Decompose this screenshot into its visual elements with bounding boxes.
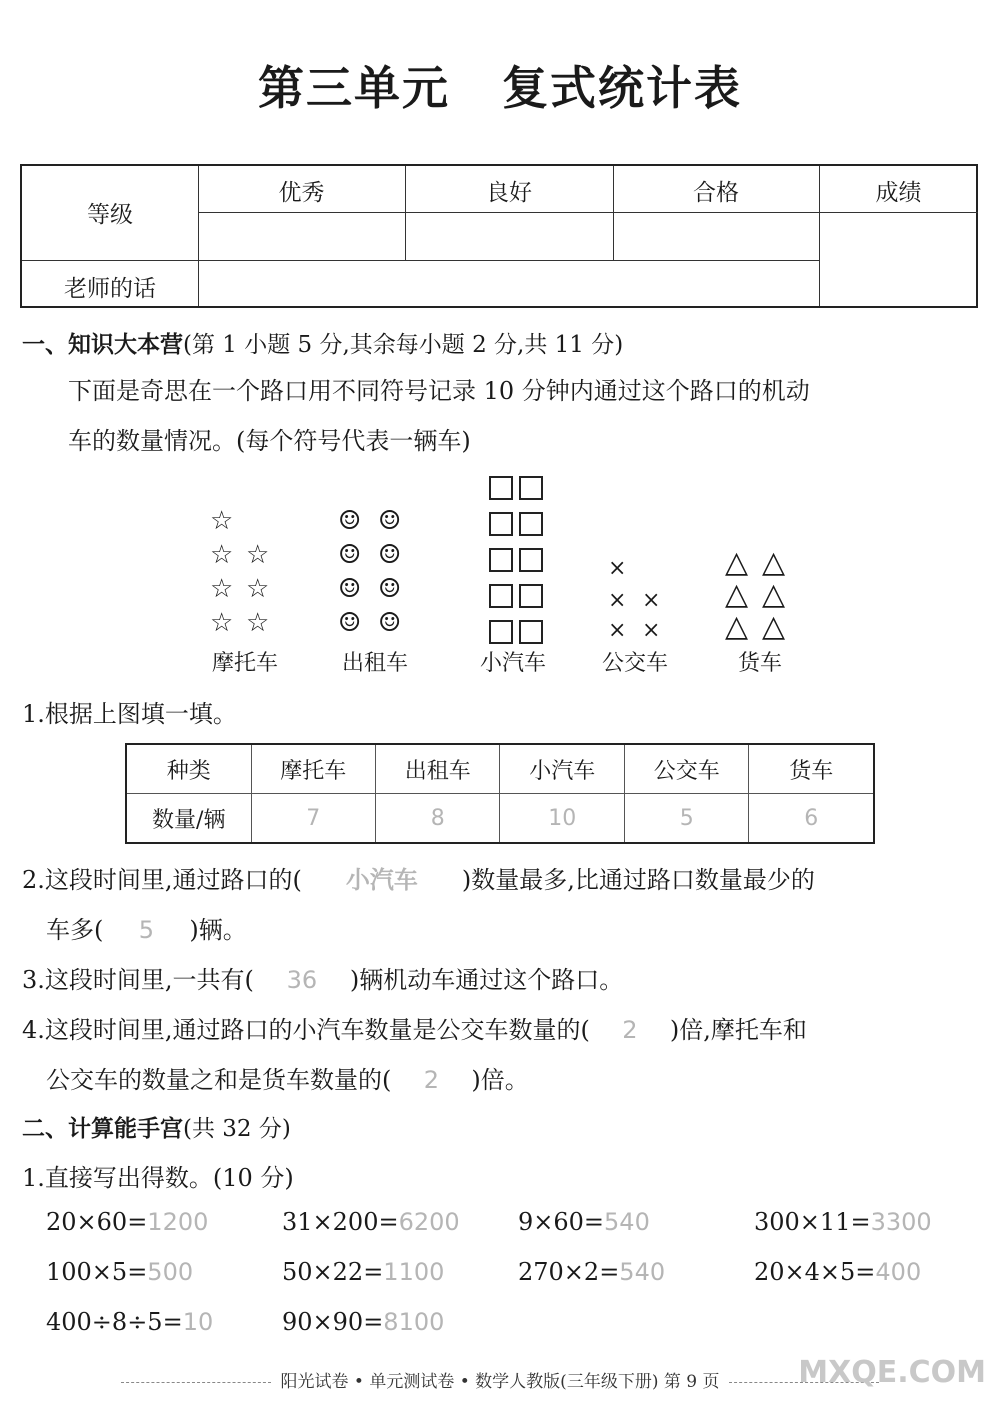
label-motorbike: 摩托车 — [211, 651, 278, 676]
calc-item: 400÷8÷5=10 — [46, 1308, 214, 1336]
table-row — [126, 794, 874, 844]
calc-item: 20×60=1200 — [46, 1208, 209, 1236]
page-title — [0, 52, 1000, 118]
question-3: 3.这段时间里,一共有( 36 )辆机动车通过这个路口。 — [22, 966, 624, 994]
calc-item: 270×2=540 — [518, 1258, 666, 1286]
square-icon — [519, 476, 543, 500]
level-label: 等级 — [87, 202, 133, 228]
triangle-icon: △ — [725, 545, 749, 580]
label-car: 小汽车 — [479, 651, 546, 676]
answer-cell: 8 — [375, 794, 499, 844]
smile-icon: ☺ — [338, 574, 362, 604]
table-row — [126, 744, 874, 794]
smile-icon: ☺ — [338, 608, 362, 638]
unit-title: 第三单元 — [258, 61, 450, 115]
question-1: 1.根据上图填一填。 — [22, 700, 237, 728]
triangle-icon: △ — [725, 609, 749, 644]
label-bus: 公交车 — [601, 651, 668, 676]
question-2-cont: 车多( 5 )辆。 — [46, 916, 247, 944]
smile-icon: ☺ — [338, 540, 362, 570]
question-2: 2.这段时间里,通过路口的( 小汽车 )数量最多,比通过路口数量最少的 — [22, 860, 815, 895]
triangle-icon: △ — [762, 609, 786, 644]
square-icon — [519, 548, 543, 572]
watermark: MXQE.COM — [798, 1355, 986, 1390]
cross-icon: × — [608, 556, 627, 581]
triangle-icon: △ — [725, 577, 749, 612]
star-icon: ☆ — [210, 608, 234, 638]
data-table — [125, 743, 875, 844]
answer-blank: 2 — [622, 1016, 638, 1044]
table-row-label: 数量/辆 — [126, 794, 251, 844]
cross-icon: × — [642, 618, 661, 643]
answer-cell: 5 — [624, 794, 748, 844]
cross-icon: × — [642, 588, 661, 613]
calc-title: 1.直接写出得数。(10 分) — [22, 1164, 294, 1192]
star-icon: ☆ — [246, 574, 270, 604]
star-icon: ☆ — [210, 540, 234, 570]
answer-cell: 10 — [500, 794, 624, 844]
answer-cell: 7 — [251, 794, 375, 844]
cross-icon: × — [608, 618, 627, 643]
table-header: 货车 — [749, 744, 874, 794]
table-header: 种类 — [126, 744, 251, 794]
label-taxi: 出租车 — [341, 651, 408, 676]
section1-heading: 一、知识大本营(第 1 小题 5 分,其余每小题 2 分,共 11 分) — [22, 332, 624, 358]
square-column — [486, 476, 546, 656]
intro-line2: 车的数量情况。(每个符号代表一辆车) — [68, 427, 471, 455]
level-excellent: 优秀 — [278, 180, 325, 206]
calc-item: 31×200=6200 — [282, 1208, 460, 1236]
calc-item: 50×22=1100 — [282, 1258, 445, 1286]
footer-text: 阳光试卷 • 单元测试卷 • 数学人教版(三年级下册) 第 9 页 — [280, 1372, 720, 1392]
smile-icon: ☺ — [378, 506, 402, 536]
answer-blank: 小汽车 — [345, 866, 418, 894]
score-label: 成绩 — [875, 180, 922, 206]
square-icon — [519, 620, 543, 644]
teacher-comment-label: 老师的话 — [64, 276, 156, 302]
smile-icon: ☺ — [378, 608, 402, 638]
star-icon: ☆ — [210, 506, 234, 536]
answer-cell: 6 — [749, 794, 874, 844]
label-truck: 货车 — [737, 651, 782, 676]
table-header: 摩托车 — [251, 744, 375, 794]
smile-icon: ☺ — [378, 540, 402, 570]
answer-blank: 2 — [423, 1066, 440, 1094]
table-header: 出租车 — [375, 744, 499, 794]
section2-heading: 二、计算能手宫(共 32 分) — [22, 1116, 291, 1142]
topic-title: 复式统计表 — [502, 61, 742, 115]
triangle-icon: △ — [762, 545, 786, 580]
square-icon — [519, 584, 543, 608]
calc-item: 300×11=3300 — [754, 1208, 932, 1236]
triangle-icon: △ — [762, 577, 786, 612]
grade-table — [20, 164, 978, 308]
question-4-cont: 公交车的数量之和是货车数量的( 2 )倍。 — [46, 1066, 529, 1094]
square-icon — [519, 512, 543, 536]
answer-blank: 5 — [138, 916, 155, 944]
level-pass: 合格 — [693, 180, 739, 206]
answer-blank: 36 — [286, 966, 318, 994]
smile-icon: ☺ — [338, 506, 362, 536]
calc-item: 90×90=8100 — [282, 1308, 445, 1336]
level-good: 良好 — [486, 180, 532, 206]
square-icon — [489, 512, 513, 536]
calc-item: 9×60=540 — [518, 1208, 650, 1236]
square-icon — [489, 620, 513, 644]
table-header: 公交车 — [624, 744, 748, 794]
star-icon: ☆ — [210, 574, 234, 604]
square-icon — [489, 584, 513, 608]
intro-line1: 下面是奇思在一个路口用不同符号记录 10 分钟内通过这个路口的机动 — [68, 377, 810, 405]
calc-item: 20×4×5=400 — [754, 1258, 922, 1286]
smile-icon: ☺ — [378, 574, 402, 604]
table-header: 小汽车 — [500, 744, 624, 794]
cross-icon: × — [608, 588, 627, 613]
calc-item: 100×5=500 — [46, 1258, 194, 1286]
star-icon: ☆ — [246, 540, 270, 570]
star-icon: ☆ — [246, 608, 270, 638]
square-icon — [489, 476, 513, 500]
question-4: 4.这段时间里,通过路口的小汽车数量是公交车数量的( 2 )倍,摩托车和 — [22, 1016, 807, 1044]
square-icon — [489, 548, 513, 572]
